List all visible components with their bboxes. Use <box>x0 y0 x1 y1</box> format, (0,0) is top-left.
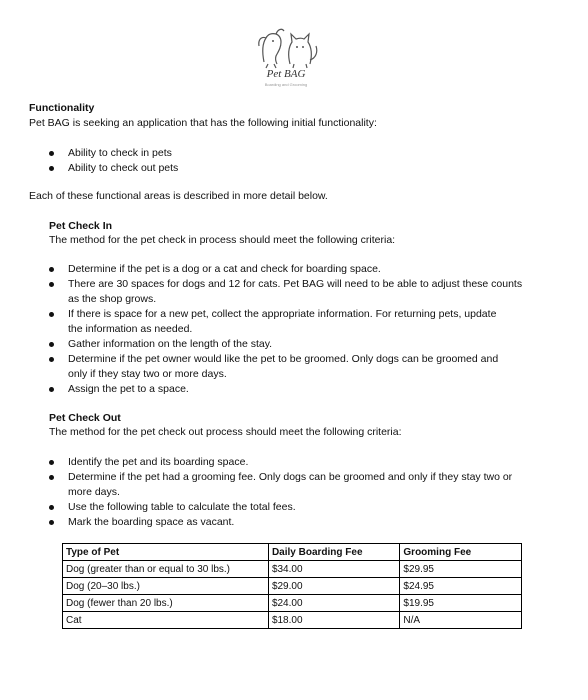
table-cell: Dog (20–30 lbs.) <box>63 578 269 595</box>
dog-and-cat-logo-icon <box>246 22 326 70</box>
list-item <box>48 307 522 337</box>
column-header: Daily Boarding Fee <box>268 544 399 561</box>
check-in-intro: The method for the pet check in process should meet the following criteria: <box>49 234 396 246</box>
check-in-heading: Pet Check In <box>49 220 113 232</box>
column-header: Grooming Fee <box>400 544 522 561</box>
list-item: Determine if the pet is a dog or a cat and check for boarding space. <box>48 262 522 277</box>
logo-tagline: Boarding and Grooming <box>264 82 308 87</box>
check-out-heading: Pet Check Out <box>49 412 121 424</box>
logo-title: Pet BAG <box>266 68 306 80</box>
list-item <box>48 470 512 500</box>
table-cell: Dog (greater than or equal to 30 lbs.) <box>63 561 269 578</box>
table-cell: $18.00 <box>268 612 399 629</box>
table-cell: $24.95 <box>400 578 522 595</box>
table-cell: Dog (fewer than 20 lbs.) <box>63 595 269 612</box>
list-item-line: as the shop grows. <box>68 293 157 305</box>
table-row <box>63 561 522 578</box>
list-item: Use the following table to calculate the total fees. <box>48 500 512 515</box>
fee-table <box>62 543 522 629</box>
list-item-line: only if they stay two or more days. <box>68 368 227 380</box>
table-cell: N/A <box>400 612 522 629</box>
check-out-list <box>48 455 512 530</box>
column-header: Type of Pet <box>63 544 269 561</box>
table-cell: $24.00 <box>268 595 399 612</box>
table-cell: $19.95 <box>400 595 522 612</box>
list-item-line: There are 30 spaces for dogs and 12 for cats. Pet BAG will need to be able to adjust these counts <box>68 278 523 290</box>
check-in-list <box>48 262 522 397</box>
table-cell: $29.00 <box>268 578 399 595</box>
list-item-line: Determine if the pet owner would like the pet to be groomed. Only dogs can be groomed and <box>68 353 499 365</box>
functionality-outro: Each of these functional areas is described in more detail below. <box>29 190 328 202</box>
table-cell: Cat <box>63 612 269 629</box>
table-row <box>63 578 522 595</box>
list-item-line: the information as needed. <box>68 323 193 335</box>
list-item: Gather information on the length of the stay. <box>48 337 522 352</box>
table-row <box>63 595 522 612</box>
list-item: Ability to check out pets <box>48 161 178 176</box>
functionality-intro: Pet BAG is seeking an application that has the following initial functionality: <box>29 117 377 129</box>
table-cell: $34.00 <box>268 561 399 578</box>
table-header-row <box>63 544 522 561</box>
check-out-intro: The method for the pet check out process should meet the following criteria: <box>49 426 402 438</box>
list-item-line: If there is space for a new pet, collect the appropriate information. For returning pets, update <box>68 308 497 320</box>
list-item: Identify the pet and its boarding space. <box>48 455 512 470</box>
list-item <box>48 277 522 307</box>
list-item: Assign the pet to a space. <box>48 382 522 397</box>
list-item-line: Determine if the pet had a grooming fee. Only dogs can be groomed and only if they stay two or <box>68 471 513 483</box>
functionality-list <box>48 146 178 176</box>
list-item <box>48 352 522 382</box>
list-item: Ability to check in pets <box>48 146 178 161</box>
list-item-line: more days. <box>68 486 120 498</box>
table-cell: $29.95 <box>400 561 522 578</box>
functionality-heading: Functionality <box>29 102 95 114</box>
table-row <box>63 612 522 629</box>
list-item: Mark the boarding space as vacant. <box>48 515 512 530</box>
